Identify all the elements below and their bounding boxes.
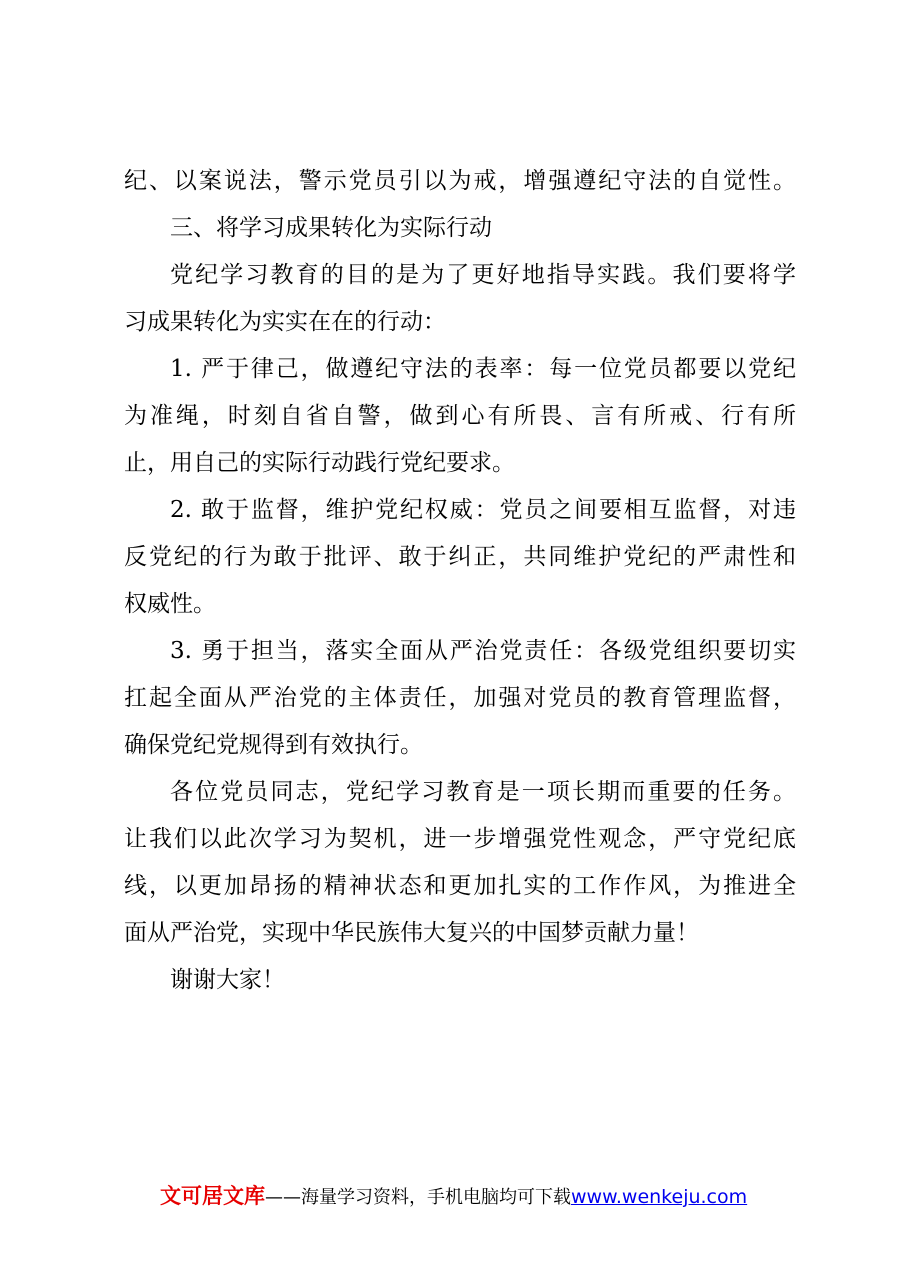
list-item-1-line: 为准绳，时刻自省自警，做到心有所畏、言有所戒、行有所 <box>124 403 796 429</box>
closing-paragraph-line: 面从严治党，实现中华民族伟大复兴的中国梦贡献力量！ <box>124 920 699 946</box>
list-item-3-line: 3. 勇于担当，落实全面从严治党责任：各级党组织要切实 <box>170 638 796 664</box>
document-page <box>124 158 796 1004</box>
list-item-3-line: 扛起全面从严治党的主体责任，加强对党员的教育管理监督， <box>124 685 796 711</box>
website-link[interactable]: www.wenkeju.com <box>571 1186 748 1208</box>
paragraph-line: 党纪学习教育的目的是为了更好地指导实践。我们要将学 <box>170 262 796 288</box>
list-item-2-line: 2. 敢于监督，维护党纪权威：党员之间要相互监督，对违 <box>170 497 796 523</box>
section-heading: 三、将学习成果转化为实际行动 <box>170 215 492 241</box>
thanks-line: 谢谢大家！ <box>170 967 285 993</box>
list-item-2-line: 权威性。 <box>124 591 216 617</box>
closing-paragraph-line: 让我们以此次学习为契机，进一步增强党性观念，严守党纪底 <box>124 826 796 852</box>
list-item-2-line: 反党纪的行为敢于批评、敢于纠正，共同维护党纪的严肃性和 <box>124 544 796 570</box>
list-item-1-line: 1. 严于律己，做遵纪守法的表率：每一位党员都要以党纪 <box>170 356 796 382</box>
list-item-3-line: 确保党纪党规得到有效执行。 <box>124 732 423 758</box>
closing-paragraph-line: 线，以更加昂扬的精神状态和更加扎实的工作作风，为推进全 <box>124 873 796 899</box>
paragraph-line: 习成果转化为实实在在的行动： <box>124 309 446 335</box>
list-item-1-line: 止，用自己的实际行动践行党纪要求。 <box>124 450 515 476</box>
footer-slogan: ——海量学习资料，手机电脑均可下载 <box>265 1187 571 1208</box>
closing-paragraph-line: 各位党员同志，党纪学习教育是一项长期而重要的任务。 <box>170 779 796 805</box>
brand-name: 文可居文库 <box>160 1184 265 1208</box>
footer-banner <box>160 1180 780 1212</box>
paragraph-line: 纪、以案说法，警示党员引以为戒，增强遵纪守法的自觉性。 <box>124 168 796 194</box>
